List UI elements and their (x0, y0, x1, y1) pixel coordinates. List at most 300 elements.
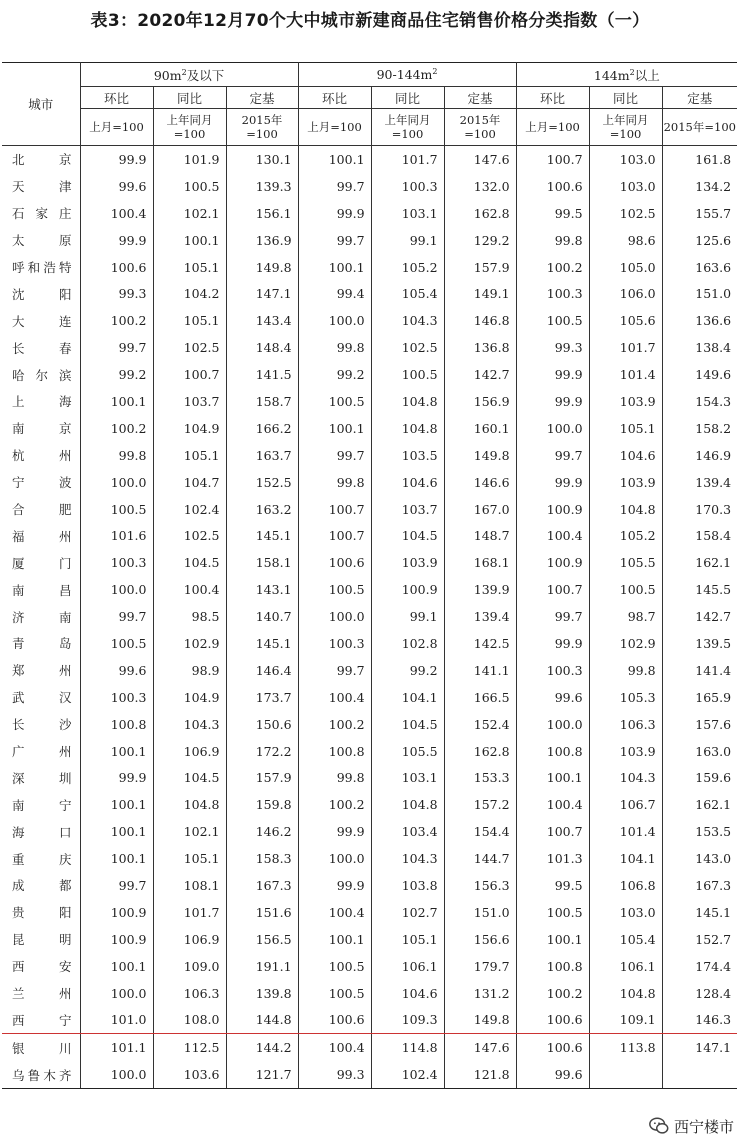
index-value-cell: 100.0 (80, 469, 153, 496)
index-value-cell: 104.8 (371, 415, 444, 442)
col-header-yoy: 同比 (153, 87, 226, 109)
table-row (2, 415, 737, 442)
index-value-cell: 100.2 (298, 791, 371, 818)
index-value-cell: 105.5 (589, 549, 662, 576)
index-value-cell: 146.6 (444, 469, 516, 496)
index-value-cell: 161.8 (662, 146, 737, 173)
index-value-cell: 138.4 (662, 334, 737, 361)
index-value-cell: 130.1 (226, 146, 298, 173)
table-row (2, 469, 737, 496)
index-value-cell: 100.3 (80, 549, 153, 576)
index-value-cell: 159.8 (226, 791, 298, 818)
table-row (2, 334, 737, 361)
index-value-cell: 100.0 (298, 603, 371, 630)
index-value-cell: 99.1 (371, 227, 444, 254)
index-value-cell: 151.0 (662, 280, 737, 307)
index-value-cell: 105.2 (589, 522, 662, 549)
index-value-cell: 100.1 (80, 818, 153, 845)
index-value-cell: 162.1 (662, 549, 737, 576)
index-value-cell: 99.3 (516, 334, 589, 361)
index-value-cell: 153.3 (444, 764, 516, 791)
index-value-cell: 121.8 (444, 1061, 516, 1088)
col-header-mom: 环比 (298, 87, 371, 109)
index-value-cell: 109.3 (371, 1007, 444, 1034)
index-value-cell: 103.9 (371, 549, 444, 576)
table-row (2, 522, 737, 549)
index-value-cell: 121.7 (226, 1061, 298, 1088)
index-value-cell: 106.1 (589, 953, 662, 980)
table-row (2, 684, 737, 711)
col-header-yoy: 同比 (589, 87, 662, 109)
index-value-cell: 129.2 (444, 227, 516, 254)
city-name-cell: 福 州 (2, 522, 80, 549)
index-value-cell: 162.1 (662, 791, 737, 818)
index-value-cell: 100.2 (80, 415, 153, 442)
city-name-cell: 兰 州 (2, 980, 80, 1007)
index-value-cell: 104.2 (153, 280, 226, 307)
index-value-cell: 147.1 (662, 1034, 737, 1061)
table-row (2, 146, 737, 173)
index-value-cell: 99.4 (298, 280, 371, 307)
index-value-cell: 102.9 (153, 630, 226, 657)
city-name-cell: 武 汉 (2, 684, 80, 711)
index-value-cell: 99.9 (298, 872, 371, 899)
city-name-cell: 上 海 (2, 388, 80, 415)
col-header-yoy: 同比 (371, 87, 444, 109)
city-name-cell: 长 春 (2, 334, 80, 361)
index-value-cell: 99.9 (516, 630, 589, 657)
col-header-base: 定基 (226, 87, 298, 109)
index-value-cell: 100.6 (298, 549, 371, 576)
table-row (2, 361, 737, 388)
index-value-cell: 162.8 (444, 200, 516, 227)
table-row (2, 280, 737, 307)
index-value-cell: 102.5 (153, 522, 226, 549)
city-name-cell: 南 京 (2, 415, 80, 442)
index-value-cell: 100.1 (298, 926, 371, 953)
index-value-cell: 99.3 (298, 1061, 371, 1088)
index-value-cell: 149.8 (444, 1007, 516, 1034)
index-value-cell: 106.8 (589, 872, 662, 899)
index-value-cell: 125.6 (662, 227, 737, 254)
table-row (2, 496, 737, 523)
city-name-cell: 昆 明 (2, 926, 80, 953)
table-row (2, 200, 737, 227)
table-row (2, 549, 737, 576)
wechat-bubble-icon (648, 1115, 670, 1137)
base-label-mom: 上月=100 (298, 109, 371, 146)
index-value-cell: 100.4 (516, 522, 589, 549)
index-value-cell: 100.6 (298, 1007, 371, 1034)
index-value-cell: 146.4 (226, 657, 298, 684)
table-row (2, 173, 737, 200)
index-value-cell: 99.6 (516, 1061, 589, 1088)
index-value-cell: 102.7 (371, 899, 444, 926)
index-value-cell: 100.0 (80, 980, 153, 1007)
table-row (2, 657, 737, 684)
index-value-cell: 146.2 (226, 818, 298, 845)
index-value-cell: 105.5 (371, 738, 444, 765)
index-value-cell: 166.2 (226, 415, 298, 442)
city-name-cell: 合 肥 (2, 496, 80, 523)
table-row (2, 603, 737, 630)
price-index-table (2, 62, 737, 1089)
table-row (2, 953, 737, 980)
index-value-cell: 103.9 (589, 388, 662, 415)
index-value-cell: 100.0 (298, 845, 371, 872)
index-value-cell: 101.1 (80, 1034, 153, 1061)
index-value-cell: 100.5 (153, 173, 226, 200)
index-value-cell: 99.9 (516, 469, 589, 496)
index-value-cell: 158.3 (226, 845, 298, 872)
index-value-cell: 105.3 (589, 684, 662, 711)
index-value-cell: 113.8 (589, 1034, 662, 1061)
index-value-cell: 100.5 (371, 361, 444, 388)
index-value-cell: 100.1 (153, 227, 226, 254)
base-label-yoy: 上年同月=100 (371, 109, 444, 146)
index-value-cell: 104.9 (153, 684, 226, 711)
index-value-cell: 156.1 (226, 200, 298, 227)
index-value-cell: 166.5 (444, 684, 516, 711)
index-value-cell: 141.5 (226, 361, 298, 388)
index-value-cell: 149.1 (444, 280, 516, 307)
index-value-cell: 152.7 (662, 926, 737, 953)
index-value-cell: 100.1 (516, 764, 589, 791)
index-value-cell: 167.3 (662, 872, 737, 899)
index-value-cell: 105.1 (153, 307, 226, 334)
index-value-cell: 109.0 (153, 953, 226, 980)
index-value-cell: 100.3 (516, 657, 589, 684)
city-name-cell: 银 川 (2, 1034, 80, 1061)
index-value-cell: 100.1 (80, 845, 153, 872)
city-name-cell: 广 州 (2, 738, 80, 765)
index-value-cell: 136.8 (444, 334, 516, 361)
table-body (2, 146, 737, 1089)
index-value-cell: 100.5 (298, 388, 371, 415)
index-value-cell: 106.3 (153, 980, 226, 1007)
city-name-cell: 南 昌 (2, 576, 80, 603)
index-value-cell: 104.8 (371, 791, 444, 818)
index-value-cell: 142.7 (662, 603, 737, 630)
index-value-cell: 158.4 (662, 522, 737, 549)
index-value-cell: 99.9 (298, 200, 371, 227)
table-row (2, 791, 737, 818)
index-value-cell: 141.1 (444, 657, 516, 684)
index-value-cell: 101.9 (153, 146, 226, 173)
index-value-cell: 104.9 (153, 415, 226, 442)
index-value-cell: 105.2 (371, 254, 444, 281)
index-value-cell: 156.3 (444, 872, 516, 899)
index-value-cell: 99.8 (589, 657, 662, 684)
index-value-cell: 148.4 (226, 334, 298, 361)
table-row (2, 764, 737, 791)
city-name-cell: 太 原 (2, 227, 80, 254)
index-value-cell: 100.8 (298, 738, 371, 765)
index-value-cell: 99.7 (298, 442, 371, 469)
index-value-cell: 156.5 (226, 926, 298, 953)
index-value-cell: 140.7 (226, 603, 298, 630)
city-name-cell: 杭 州 (2, 442, 80, 469)
index-value-cell: 103.1 (371, 764, 444, 791)
index-value-cell: 143.1 (226, 576, 298, 603)
index-value-cell: 103.4 (371, 818, 444, 845)
index-value-cell: 100.2 (298, 711, 371, 738)
index-value-cell (589, 1061, 662, 1088)
index-value-cell: 103.9 (589, 469, 662, 496)
index-value-cell: 101.4 (589, 361, 662, 388)
index-value-cell: 132.0 (444, 173, 516, 200)
index-value-cell: 103.6 (153, 1061, 226, 1088)
index-value-cell: 145.1 (662, 899, 737, 926)
index-value-cell: 100.5 (298, 576, 371, 603)
index-value-cell: 99.9 (80, 764, 153, 791)
index-value-cell: 99.2 (298, 361, 371, 388)
index-value-cell: 103.0 (589, 899, 662, 926)
index-value-cell: 100.2 (516, 254, 589, 281)
index-value-cell: 100.7 (516, 576, 589, 603)
city-name-cell: 乌鲁木齐 (2, 1061, 80, 1088)
group-header-small: $90m^2$及以下 (80, 63, 298, 87)
city-name-cell: 沈 阳 (2, 280, 80, 307)
index-value-cell: 100.3 (371, 173, 444, 200)
city-name-cell: 成 都 (2, 872, 80, 899)
index-value-cell: 105.1 (153, 845, 226, 872)
index-value-cell: 99.3 (80, 280, 153, 307)
index-value-cell: 149.6 (662, 361, 737, 388)
index-value-cell: 149.8 (226, 254, 298, 281)
index-value-cell: 100.4 (153, 576, 226, 603)
index-value-cell: 104.7 (153, 469, 226, 496)
index-value-cell: 104.6 (589, 442, 662, 469)
base-label-fixed: 2015年=100 (444, 109, 516, 146)
index-value-cell: 99.8 (298, 469, 371, 496)
index-value-cell: 145.1 (226, 630, 298, 657)
index-value-cell: 99.8 (298, 334, 371, 361)
index-value-cell: 106.3 (589, 711, 662, 738)
index-value-cell: 100.6 (516, 173, 589, 200)
index-value-cell: 148.7 (444, 522, 516, 549)
city-name-cell: 青 岛 (2, 630, 80, 657)
index-value-cell: 157.6 (662, 711, 737, 738)
index-value-cell: 99.8 (80, 442, 153, 469)
index-value-cell: 100.5 (80, 496, 153, 523)
base-label-mom: 上月=100 (516, 109, 589, 146)
index-value-cell: 100.6 (80, 254, 153, 281)
index-value-cell: 102.1 (153, 200, 226, 227)
index-value-cell: 142.7 (444, 361, 516, 388)
index-value-cell: 98.6 (589, 227, 662, 254)
index-value-cell: 99.9 (298, 818, 371, 845)
index-value-cell: 154.3 (662, 388, 737, 415)
index-value-cell (662, 1061, 737, 1088)
index-value-cell: 103.0 (589, 173, 662, 200)
city-name-cell: 大 连 (2, 307, 80, 334)
index-value-cell: 167.3 (226, 872, 298, 899)
index-value-cell: 139.5 (662, 630, 737, 657)
index-value-cell: 108.0 (153, 1007, 226, 1034)
index-value-cell: 101.3 (516, 845, 589, 872)
index-value-cell: 99.2 (80, 361, 153, 388)
index-value-cell: 141.4 (662, 657, 737, 684)
index-value-cell: 134.2 (662, 173, 737, 200)
table-row (2, 711, 737, 738)
index-value-cell: 100.8 (80, 711, 153, 738)
index-value-cell: 106.7 (589, 791, 662, 818)
base-label-yoy: 上年同月=100 (153, 109, 226, 146)
index-value-cell: 102.4 (371, 1061, 444, 1088)
col-header-base: 定基 (662, 87, 737, 109)
index-value-cell: 103.8 (371, 872, 444, 899)
table-row (2, 630, 737, 657)
index-value-cell: 100.7 (298, 522, 371, 549)
index-value-cell: 100.1 (80, 388, 153, 415)
index-value-cell: 98.9 (153, 657, 226, 684)
index-value-cell: 156.6 (444, 926, 516, 953)
index-value-cell: 100.1 (298, 415, 371, 442)
index-value-cell: 145.1 (226, 522, 298, 549)
index-value-cell: 100.3 (80, 684, 153, 711)
index-value-cell: 100.9 (516, 549, 589, 576)
table-row (2, 926, 737, 953)
index-value-cell: 100.5 (516, 899, 589, 926)
index-value-cell: 100.4 (298, 899, 371, 926)
table-row (2, 1061, 737, 1088)
city-name-cell: 海 口 (2, 818, 80, 845)
city-name-cell: 长 沙 (2, 711, 80, 738)
index-value-cell: 100.3 (298, 630, 371, 657)
index-value-cell: 157.9 (226, 764, 298, 791)
city-name-cell: 深 圳 (2, 764, 80, 791)
index-value-cell: 100.9 (371, 576, 444, 603)
col-header-mom: 环比 (516, 87, 589, 109)
index-value-cell: 103.0 (589, 146, 662, 173)
index-value-cell: 99.7 (80, 872, 153, 899)
index-value-cell: 100.4 (298, 684, 371, 711)
index-value-cell: 100.1 (516, 926, 589, 953)
index-value-cell: 143.4 (226, 307, 298, 334)
index-value-cell: 100.9 (80, 899, 153, 926)
col-header-base: 定基 (444, 87, 516, 109)
index-value-cell: 163.0 (662, 738, 737, 765)
index-value-cell: 143.0 (662, 845, 737, 872)
index-value-cell: 101.0 (80, 1007, 153, 1034)
index-value-cell: 99.9 (80, 146, 153, 173)
table-row (2, 1007, 737, 1034)
index-value-cell: 106.1 (371, 953, 444, 980)
index-value-cell: 100.4 (80, 200, 153, 227)
index-value-cell: 100.9 (516, 496, 589, 523)
group-header-large: $144m^2$以上 (516, 63, 737, 87)
watermark (594, 1113, 734, 1139)
index-value-cell: 168.1 (444, 549, 516, 576)
index-value-cell: 167.0 (444, 496, 516, 523)
index-value-cell: 102.1 (153, 818, 226, 845)
index-value-cell: 151.6 (226, 899, 298, 926)
city-name-cell: 石家庄 (2, 200, 80, 227)
index-value-cell: 104.6 (371, 980, 444, 1007)
table-row (2, 872, 737, 899)
index-value-cell: 106.0 (589, 280, 662, 307)
city-name-cell: 呼和浩特 (2, 254, 80, 281)
index-value-cell: 103.1 (371, 200, 444, 227)
index-value-cell: 100.7 (516, 146, 589, 173)
index-value-cell: 153.5 (662, 818, 737, 845)
index-value-cell: 159.6 (662, 764, 737, 791)
index-value-cell: 99.7 (298, 227, 371, 254)
index-value-cell: 100.5 (589, 576, 662, 603)
index-value-cell: 104.3 (153, 711, 226, 738)
index-value-cell: 103.7 (153, 388, 226, 415)
index-value-cell: 154.4 (444, 818, 516, 845)
index-value-cell: 102.5 (371, 334, 444, 361)
index-value-cell: 173.7 (226, 684, 298, 711)
index-value-cell: 152.4 (444, 711, 516, 738)
city-column-header: 城市 (2, 63, 80, 146)
index-value-cell: 105.0 (589, 254, 662, 281)
city-name-cell: 济 南 (2, 603, 80, 630)
index-value-cell: 100.7 (153, 361, 226, 388)
index-value-cell: 102.9 (589, 630, 662, 657)
index-value-cell: 104.8 (589, 980, 662, 1007)
index-value-cell: 100.2 (80, 307, 153, 334)
index-value-cell: 101.7 (371, 146, 444, 173)
index-value-cell: 102.5 (153, 334, 226, 361)
index-value-cell: 100.6 (516, 1007, 589, 1034)
index-value-cell: 172.2 (226, 738, 298, 765)
index-value-cell: 103.7 (371, 496, 444, 523)
index-value-cell: 100.3 (516, 280, 589, 307)
table-row (2, 818, 737, 845)
index-value-cell: 100.9 (80, 926, 153, 953)
index-value-cell: 146.3 (662, 1007, 737, 1034)
index-value-cell: 108.1 (153, 872, 226, 899)
index-value-cell: 139.9 (444, 576, 516, 603)
index-value-cell: 144.8 (226, 1007, 298, 1034)
index-value-cell: 105.1 (371, 926, 444, 953)
index-value-cell: 104.6 (371, 469, 444, 496)
city-name-cell: 贵 阳 (2, 899, 80, 926)
index-value-cell: 174.4 (662, 953, 737, 980)
base-label-fixed: 2015年=100 (226, 109, 298, 146)
table-row (2, 576, 737, 603)
index-value-cell: 103.9 (589, 738, 662, 765)
city-name-cell: 宁 波 (2, 469, 80, 496)
index-value-cell: 102.8 (371, 630, 444, 657)
city-name-cell: 天 津 (2, 173, 80, 200)
col-header-mom: 环比 (80, 87, 153, 109)
city-name-cell: 南 宁 (2, 791, 80, 818)
index-value-cell: 99.6 (516, 684, 589, 711)
index-value-cell: 160.1 (444, 415, 516, 442)
index-value-cell: 163.6 (662, 254, 737, 281)
index-value-cell: 179.7 (444, 953, 516, 980)
index-value-cell: 100.7 (516, 818, 589, 845)
index-value-cell: 100.5 (298, 980, 371, 1007)
index-value-cell: 99.7 (516, 442, 589, 469)
index-value-cell: 104.5 (153, 764, 226, 791)
table-row (2, 254, 737, 281)
city-name-cell: 西 宁 (2, 1007, 80, 1034)
index-value-cell: 165.9 (662, 684, 737, 711)
index-value-cell: 98.5 (153, 603, 226, 630)
index-value-cell: 139.3 (226, 173, 298, 200)
index-value-cell: 104.1 (371, 684, 444, 711)
index-value-cell: 145.5 (662, 576, 737, 603)
index-value-cell: 103.5 (371, 442, 444, 469)
city-name-cell: 郑 州 (2, 657, 80, 684)
index-value-cell: 100.1 (80, 791, 153, 818)
index-value-cell: 104.8 (153, 791, 226, 818)
